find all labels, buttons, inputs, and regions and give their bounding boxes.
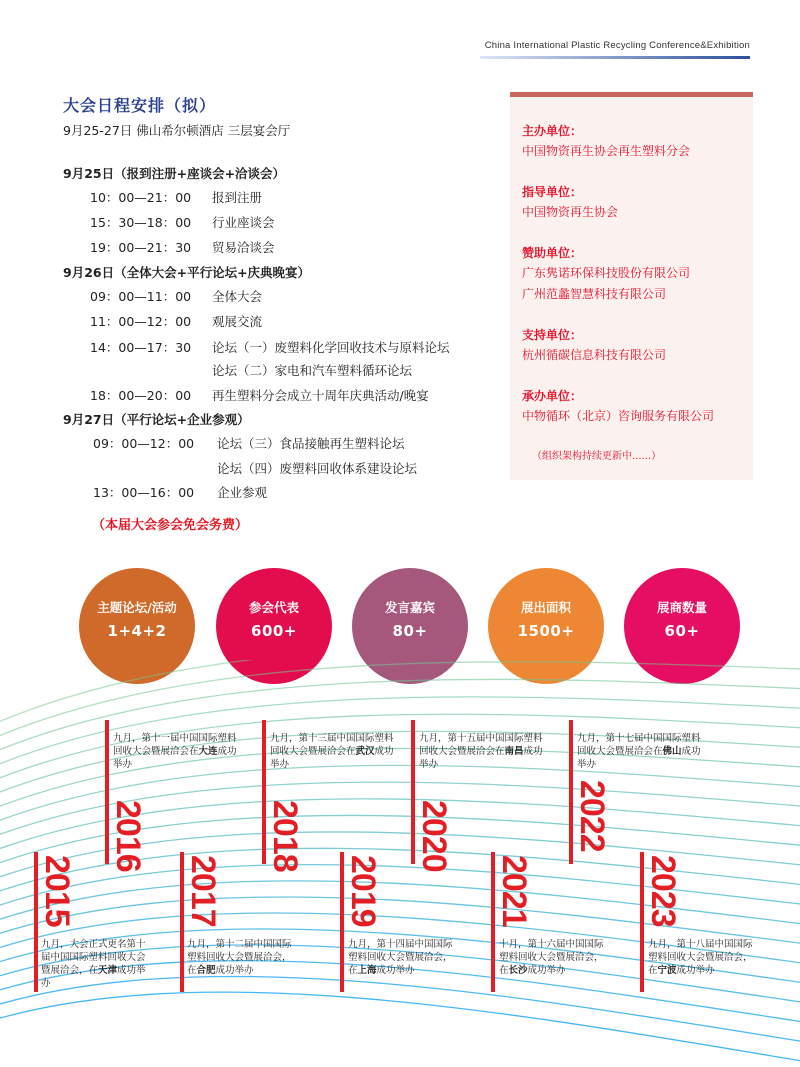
schedule-title: 大会日程安排（拟）: [63, 96, 217, 115]
timeline-year: 2021: [495, 855, 533, 927]
session-time: 13：00—16：00: [93, 485, 195, 500]
timeline-event-city: 宁波: [657, 965, 677, 976]
organizer-name: 广州范蠡智慧科技有限公司: [522, 287, 667, 301]
timeline-event-text: 九月，第十八届中国国际塑料回收大会暨展洽会，在: [648, 939, 753, 976]
timeline-event-text: 九月，第十七届中国国际塑料回收大会暨展洽会在: [577, 733, 701, 757]
organizers-panel-bar: [510, 92, 753, 97]
session-time: 14：00—17：30: [90, 340, 192, 355]
free-registration-note: （本届大会参会免会务费）: [92, 518, 249, 533]
session-event: 论坛（一）废塑料化学回收技术与原料论坛: [212, 340, 450, 355]
schedule-venue: 9月25-27日 佛山希尔顿酒店 三层宴会厅: [63, 123, 291, 138]
organizer-role: 指导单位：: [522, 185, 583, 199]
timeline-event-city: 佛山: [662, 746, 682, 757]
wave-line: [0, 660, 800, 730]
stat-label: 主题论坛/活动: [97, 600, 177, 615]
timeline-event-city: 大连: [198, 746, 218, 757]
organizer-name: 中国物资再生协会再生塑料分会: [522, 144, 691, 158]
timeline-event-text: 成功举办: [113, 746, 237, 770]
timeline-event-city: 天津: [98, 965, 118, 976]
timeline-year: 2016: [109, 800, 147, 872]
timeline-event-text: 九月，大会正式更名第十届中国国际塑料回收大会暨展洽会，在: [41, 939, 146, 976]
timeline-event-text: 成功举办: [419, 746, 543, 770]
stat-value: 60+: [664, 622, 700, 640]
organizer-role: 赞助单位：: [522, 246, 583, 260]
timeline-event-text: 成功举办: [41, 965, 146, 989]
timeline-event: [270, 732, 396, 771]
session-time: 09：00—11：00: [90, 289, 192, 304]
timeline-event-text: 十月，第十六届中国国际塑料回收大会暨展洽会，在: [499, 939, 604, 976]
timeline-event: [348, 938, 454, 977]
timeline-event: [187, 938, 293, 977]
timeline-year: 2022: [573, 780, 611, 852]
organizer-role: 主办单位：: [522, 124, 583, 138]
session-event: 论坛（四）废塑料回收体系建设论坛: [217, 461, 418, 476]
timeline-year: 2018: [266, 800, 304, 872]
session-time: 18：00—20：00: [90, 388, 192, 403]
timeline-event-text: 九月，第十五届中国国际塑料回收大会暨展洽会在: [419, 733, 543, 757]
organizer-role: 承办单位：: [522, 389, 583, 403]
timeline-year: 2017: [184, 855, 222, 927]
organizer-name: 中物循环（北京）咨询服务有限公司: [522, 409, 715, 423]
session-time: 15：30—18：00: [90, 215, 192, 230]
timeline-event: [648, 938, 754, 977]
session-event: 行业座谈会: [212, 215, 275, 230]
timeline-year: 2023: [644, 855, 682, 927]
organizer-role: 支持单位：: [522, 328, 583, 342]
timeline-event-text: 九月，第十一届中国国际塑料回收大会暨展洽会在: [113, 733, 237, 757]
timeline-event-text: 九月，第十四届中国国际塑料回收大会暨展洽会，在: [348, 939, 453, 976]
session-event: 论坛（二）家电和汽车塑料循环论坛: [212, 363, 413, 378]
stat-label: 参会代表: [248, 600, 299, 615]
timeline-event-text: 成功举办: [527, 965, 566, 976]
timeline-event: [577, 732, 703, 771]
session-event: 报到注册: [212, 190, 263, 205]
timeline-event-city: 上海: [357, 965, 377, 976]
session-event: 观展交流: [212, 314, 263, 329]
organizer-name: 广东隽诺环保科技股份有限公司: [522, 266, 691, 280]
timeline-event-text: 九月，第十三届中国国际塑料回收大会暨展洽会在: [270, 733, 394, 757]
timeline-event: [41, 938, 147, 990]
stat-value: 80+: [392, 622, 428, 640]
stat-value: 1500+: [517, 622, 575, 640]
session-event: 再生塑料分会成立十周年庆典活动/晚宴: [212, 388, 429, 403]
timeline-event: [113, 732, 239, 771]
timeline-year: 2015: [38, 855, 76, 927]
session-event: 论坛（三）食品接触再生塑料论坛: [217, 436, 405, 451]
day-label: 9月25日（报到注册+座谈会+洽谈会）: [63, 166, 286, 181]
timeline-event-text: 成功举办: [270, 746, 394, 770]
timeline-event-city: 武汉: [355, 746, 375, 757]
stat-label: 发言嘉宾: [384, 600, 435, 615]
day-label: 9月27日（平行论坛+企业参观）: [63, 412, 250, 427]
session-time: 09：00—12：00: [93, 436, 195, 451]
session-event: 贸易洽谈会: [212, 240, 275, 255]
stat-label: 展出面积: [520, 600, 571, 615]
timeline-event-text: 成功举办: [676, 965, 715, 976]
timeline-event-text: 成功举办: [376, 965, 415, 976]
day-label: 9月26日（全体大会+平行论坛+庆典晚宴）: [63, 265, 311, 280]
organizer-name: 杭州循碳信息科技有限公司: [522, 348, 667, 362]
timeline-event-city: 长沙: [508, 965, 528, 976]
timeline-event-city: 合肥: [196, 965, 216, 976]
session-event: 全体大会: [212, 289, 263, 304]
stat-label: 展商数量: [656, 600, 707, 615]
organizers-note: （组织架构持续更新中......）: [532, 451, 662, 462]
session-event: 企业参观: [217, 485, 268, 500]
timeline-event-text: 成功举办: [577, 746, 701, 770]
timeline-year: 2019: [344, 855, 382, 927]
session-time: 11：00—12：00: [90, 314, 192, 329]
organizers-panel: [510, 92, 753, 480]
organizer-name: 中国物资再生协会: [522, 205, 619, 219]
stat-value: 1+4+2: [107, 622, 167, 640]
header-rule: [480, 56, 750, 59]
timeline-event-text: 成功举办: [215, 965, 254, 976]
timeline-year: 2020: [415, 800, 453, 872]
session-time: 10：00—21：00: [90, 190, 192, 205]
stat-value: 600+: [251, 622, 297, 640]
header-title: China International Plastic Recycling Conference&Exhibition: [484, 40, 750, 51]
timeline-event: [419, 732, 545, 771]
timeline-event-text: 九月，第十二届中国国际塑料回收大会暨展洽会，在: [187, 939, 292, 976]
session-time: 19：00—21：30: [90, 240, 192, 255]
timeline-event: [499, 938, 605, 977]
timeline-event-city: 南昌: [504, 746, 524, 757]
